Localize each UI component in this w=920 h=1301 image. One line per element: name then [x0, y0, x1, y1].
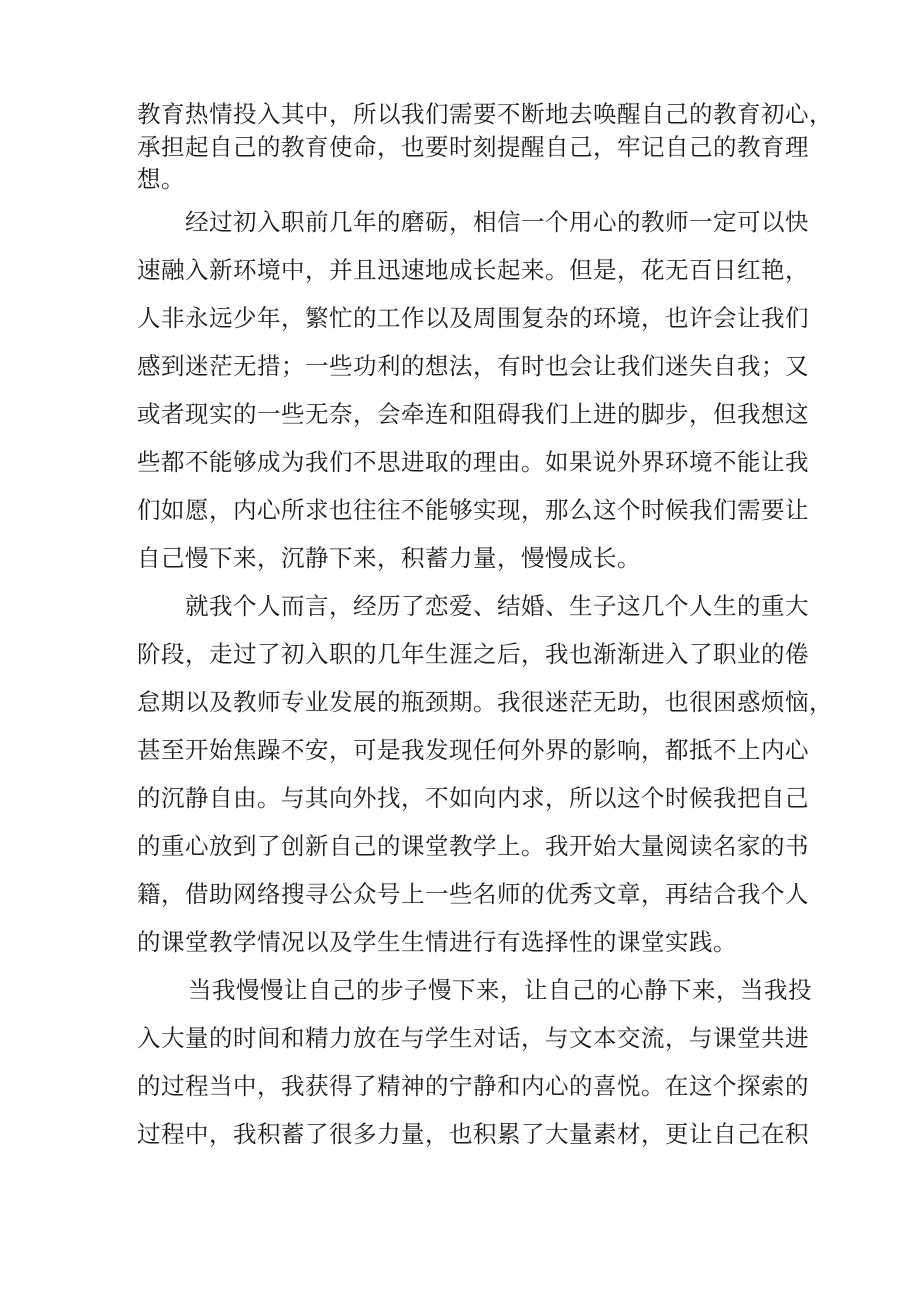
paragraph-1-line-1: 教育热情投入其中，所以我们需要不断地去唤醒自己的教育初心， [137, 100, 833, 128]
paragraph-2-line-6: 些都不能够成为我们不思进取的理由。如果说外界环境不能让我 [137, 448, 809, 476]
paragraph-2-line-4: 感到迷茫无措；一些功利的想法，有时也会让我们迷失自我；又 [137, 352, 809, 380]
paragraph-3-line-7: 籍，借助网络搜寻公众号上一些名师的优秀文章，再结合我个人 [137, 880, 809, 908]
paragraph-1-line-3: 想。 [137, 165, 185, 193]
paragraph-2-line-5: 或者现实的一些无奈，会牵连和阻碍我们上进的脚步，但我想这 [137, 400, 809, 428]
paragraph-3-line-1: 就我个人而言，经历了恋爱、结婚、生子这几个人生的重大 [185, 592, 809, 620]
paragraph-2-line-1: 经过初入职前几年的磨砺，相信一个用心的教师一定可以快 [185, 208, 809, 236]
paragraph-3-line-3: 怠期以及教师专业发展的瓶颈期。我很迷茫无助，也很困惑烦恼， [137, 688, 833, 716]
paragraph-2-line-7: 们如愿，内心所求也往往不能够实现，那么这个时候我们需要让 [137, 496, 809, 524]
paragraph-4-line-1: 当我慢慢让自己的步子慢下来，让自己的心静下来，当我投 [188, 976, 812, 1004]
paragraph-4-line-2: 入大量的时间和精力放在与学生对话，与文本交流，与课堂共进 [137, 1024, 809, 1052]
paragraph-3-line-4: 甚至开始焦躁不安，可是我发现任何外界的影响，都抵不上内心 [137, 736, 809, 764]
paragraph-2-line-3: 人非永远少年，繁忙的工作以及周围复杂的环境，也许会让我们 [137, 304, 809, 332]
paragraph-4-line-3: 的过程当中，我获得了精神的宁静和内心的喜悦。在这个探索的 [137, 1072, 809, 1100]
paragraph-2-line-8: 自己慢下来，沉静下来，积蓄力量，慢慢成长。 [137, 544, 641, 572]
paragraph-4-line-4: 过程中，我积蓄了很多力量，也积累了大量素材，更让自己在积 [137, 1120, 809, 1148]
paragraph-3-line-2: 阶段，走过了初入职的几年生涯之后，我也渐渐进入了职业的倦 [137, 640, 809, 668]
paragraph-3-line-5: 的沉静自由。与其向外找，不如向内求，所以这个时候我把自己 [137, 784, 809, 812]
paragraph-1-line-2: 承担起自己的教育使命，也要时刻提醒自己，牢记自己的教育理 [137, 133, 809, 161]
paragraph-3-line-6: 的重心放到了创新自己的课堂教学上。我开始大量阅读名家的书 [137, 832, 809, 860]
paragraph-3-line-8: 的课堂教学情况以及学生生情进行有选择性的课堂实践。 [137, 928, 737, 956]
paragraph-2-line-2: 速融入新环境中，并且迅速地成长起来。但是，花无百日红艳， [137, 256, 809, 284]
